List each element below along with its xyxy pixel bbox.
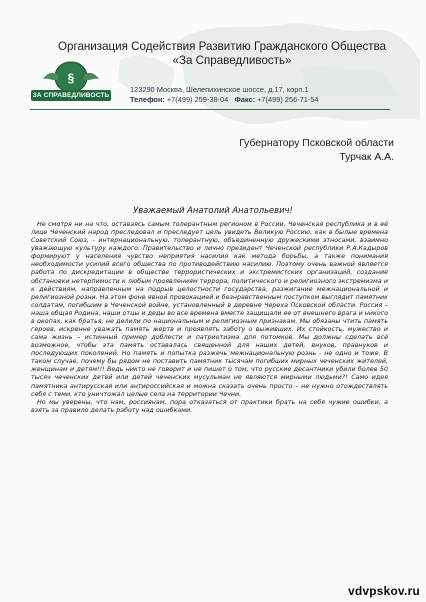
phone-label: Телефон: [130,95,165,104]
emblem-icon [31,59,111,109]
svg-text:§: § [67,71,75,85]
header-divider [30,109,390,110]
fax-number: +7(499) 256-71-54 [257,95,319,104]
salutation: Уважаемый Анатолий Анатольевич! [133,205,293,215]
recipient-block [239,137,394,165]
letterhead [0,0,426,120]
organization-logo [31,59,111,109]
body-paragraph-1: Не смотря ни на что, оставаясь самым толерантным регионом в России, Чеченская республика и в её лице Чеченский народ преследовал и преследует цель увидеть Великую Россию, как в былые времена Советский Союз, - интернациональную, толерантную, объединенную дружескими этносами, взаимно уважающую культуру каждого. Правительство и лично президент Чеченской республики Р.А.Кадыров формируют у населения чувство неприятия насилия как метода борьбы, а также понимания необходимости усилий всего общества по противодействию насилию. Поэтому очень важной является работа по дискредитации в обществе террористических и экстремистских организаций, создание обстановки нетерпимости к любым проявлениям террора, политического и религиозного экстремизма и к действиям, направленным на подрыв целостности государства, разжигание межнациональной и религиозной розни. На этом фоне явной провокацией и безнравственным поступком выглядит памятник солдатам, погибшим в Чеченской войне, установленный в деревне Череха Псковской области. Россия – наша общая Родина, наши отцы и деды во все времена вместе защищали ее от внешнего врага и никого в окопах, как братья, не делили по национальным и религиозным признакам. Мы обязаны чтить память героев, искренне уважать память жертв и проявлять заботу о выживших. Их стойкость, мужество и сама жизнь – истинный пример доблести и патриотизма для потомков. Мы должны сделать всё возможное, чтобы эта память оставалась священной для наших детей, внуков, правнуков и последующих поколений. Но память и попытка разжечь межнациональную рознь - не одно и тоже. В таком случае, почему бы рядом не поставить памятник тысячам погибших мирных чеченских жителей, женщинам и детям!!! Ведь никто не говорит и не пишет о том, что русские десантники убили более 50 тысяч чеченских детей или детей чеченских мусульман не являются мирными людьми?! Само идея памятника антирусская или антироссийская и можна сказать очень просто – не нужно отождествлять себя с теми, кто уничтожал целые села на территории Чечни. [31,221,388,398]
org-contacts [130,95,319,104]
letter-body [31,221,388,415]
org-name-line1: Организация Содействия Развитию Гражданского Общества [58,40,387,53]
phone-number: +7(499) 259-38-04 [166,95,229,104]
recipient-title: Губернатору Псковской области [239,138,394,149]
recipient-name: Турчак А.А. [339,152,394,163]
site-watermark: vdvpskov.ru [348,584,420,598]
org-name-line2: «За Справедливость» [172,54,292,67]
org-address: 123290 Москва, Шелепихинское шоссе, д.17, корп.1 [130,85,309,94]
fax-label: Факс: [234,95,256,104]
body-paragraph-2: Но мы уверены, что нам, россиянам, пора отказаться от практики брать на себя чужие ошибки, а взять за правило делать работу над ошибками. [31,398,388,414]
logo-text: ЗА СПРАВЕДЛИВОСТЬ [32,92,110,99]
